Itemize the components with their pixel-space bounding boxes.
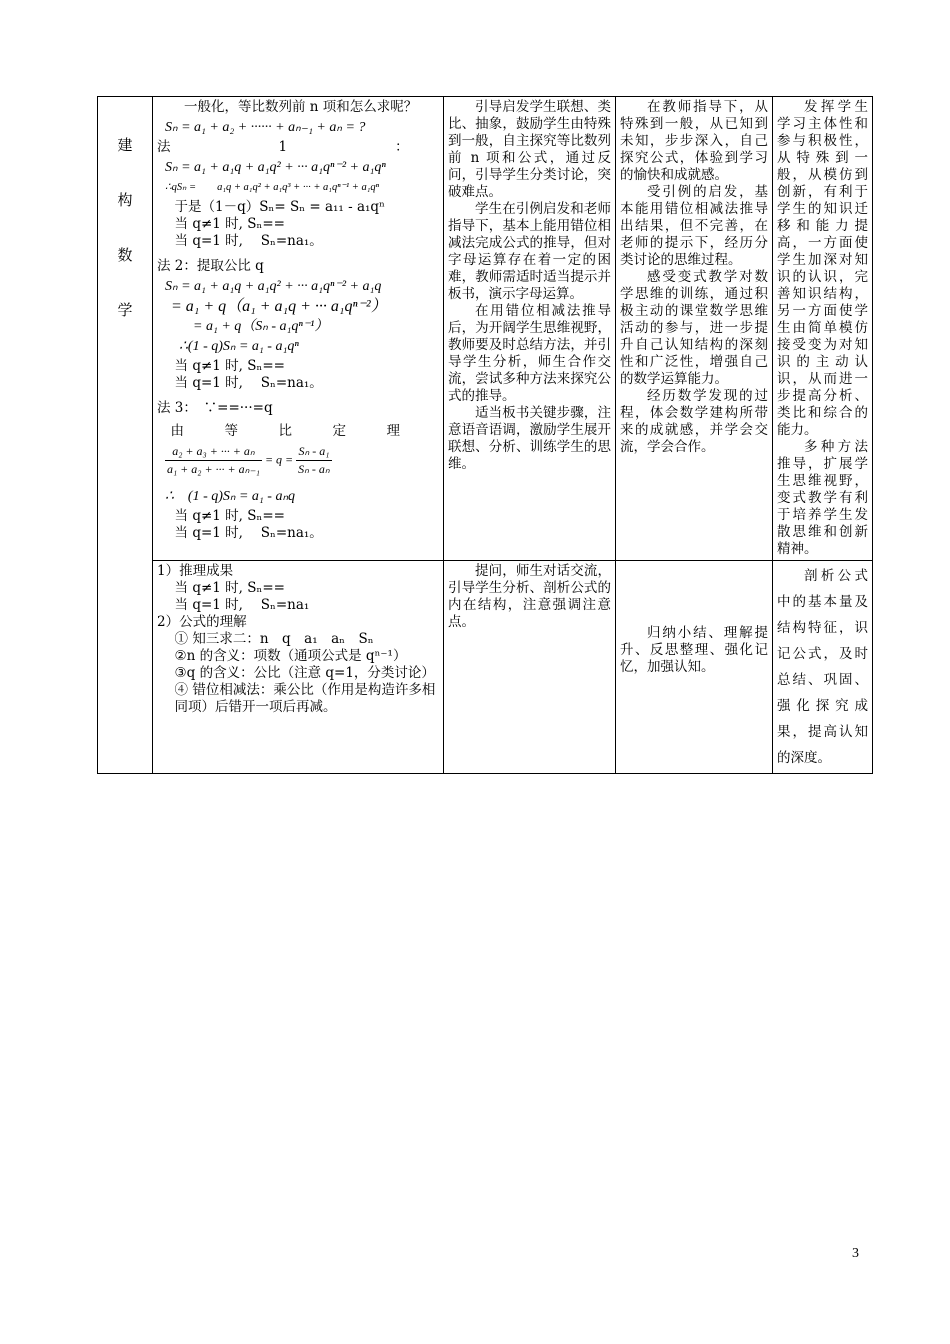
case-text: 当 q≠1 时, Sₙ== — [174, 508, 285, 524]
content-line: ②n 的含义：项数（通项公式是 qⁿ⁻¹） — [174, 648, 407, 664]
design-intent-cell — [773, 561, 873, 774]
formula: ∴(1 - q)Sₙ = a₁ - a₁qⁿ — [179, 339, 299, 354]
intent-paragraph: 多种方法推导，扩展学生思维视野，变式教学有利于培养学生发散思维和创新精神。 — [777, 439, 868, 557]
student-paragraph: 感受变式教学对数学思维的训练，通过积极主动的课堂数学思维活动的参与，进一步提升自己认知结构的深刻性和广泛性，增强自己的数学运算能力。 — [620, 269, 768, 387]
teacher-paragraph: 提问，师生对话交流，引导学生分析、剖析公式的内在结构，注意强调注意点。 — [448, 563, 611, 630]
stage-label — [102, 137, 148, 319]
case-text: 当 q≠1 时, Sₙ== — [174, 358, 285, 374]
method-label: 法 3： ∵==···=q — [157, 400, 273, 416]
student-paragraph: 归纳小结、理解提升、反思整理、强化记忆，加强认知。 — [620, 625, 768, 675]
intent-paragraph: 剖析公式中的基本量及结构特征，识记公式，及时总结、巩固、强化探究成果，提高认知的深度。 — [777, 568, 868, 766]
formula: Sₙ = a₁ + a₁q + a₁q² + ··· a₁qⁿ⁻² + a₁qⁿ — [165, 160, 386, 175]
stage-char: 学 — [117, 301, 133, 319]
teacher-activity-cell — [444, 561, 616, 774]
content-line: ③q 的含义：公比（注意 q=1，分类讨论） — [174, 665, 435, 681]
teacher-paragraph: 在用错位相减法推导后，为开阔学生思维视野，教师要及时总结方法，并引导学生分析，师生合作交流，尝试多种方法来探究公式的推导。 — [448, 303, 611, 404]
content-cell — [153, 561, 444, 774]
ratio-formula — [165, 443, 439, 478]
content-line: 1）推理成果 — [157, 563, 234, 579]
formula: Sₙ = a₁ + a₁q + a₁q² + ··· a₁qⁿ⁻² + a₁q — [165, 279, 382, 294]
case-text: 当 q=1 时, Sₙ=na₁。 — [174, 375, 323, 391]
method-label: 法 1 ： — [157, 139, 409, 155]
teacher-paragraph: 适当板书关键步骤，注意语音语调，激励学生展开联想、分析、训练学生的思维。 — [448, 405, 611, 472]
intent-paragraph: 发挥学生学习主体性和参与积极性，从特殊到一般，从模仿到创新，有利于学生的知识迁移和能力提高，一方面使学生加深对知识的认识，完善知识结构，另一方面使学生由简单模仿接受变为对知识的主动认识，从而进一步提高分析、类比和综合的能力。 — [777, 99, 868, 438]
intro-text: 一般化，等比数列前 n 项和怎么求呢？ — [184, 99, 418, 115]
content-line: 当 q=1 时, Sₙ=na₁ — [174, 597, 310, 613]
case-text: 当 q=1 时, Sₙ=na₁。 — [174, 525, 323, 541]
student-activity-cell — [616, 97, 773, 561]
fraction — [165, 443, 262, 478]
table-row — [98, 561, 873, 774]
teacher-paragraph: 引导启发学生联想、类比、抽象，鼓励学生由特殊到一般，自主探究等比数列前 n 项和公式，通过反问，引导学生分类讨论，突破难点。 — [448, 99, 611, 200]
fraction-numerator: a₂ + a₃ + ··· + aₙ — [165, 443, 262, 461]
case-text: 当 q≠1 时, Sₙ== — [174, 216, 285, 232]
content-cell — [153, 97, 444, 561]
equals-q: = q = — [264, 452, 294, 467]
content-line: 当 q≠1 时, Sₙ== — [174, 580, 285, 596]
method-result: 于是（1－q）Sₙ= Sₙ = a₁₁ - a₁qⁿ — [174, 199, 385, 215]
student-activity-cell — [616, 561, 773, 774]
design-intent-cell — [773, 97, 873, 561]
content-line: ① 知三求二：n q a₁ aₙ Sₙ — [174, 631, 374, 647]
content-line: ④ 错位相减法：乘公比（作用是构造许多相同项）后错开一项后再减。 — [174, 682, 436, 715]
teacher-paragraph: 学生在引例启发和老师指导下，基本上能用错位相减法完成公式的推导，但对字母运算存在着一定的困难，教师需适时适当提示并板书，演示字母运算。 — [448, 201, 611, 302]
formula: = a₁ + q（Sₙ - a₁qⁿ⁻¹） — [193, 319, 329, 334]
formula: = a₁ + q（a₁ + a₁q + ··· a₁qⁿ⁻²） — [171, 298, 387, 315]
formula: ∴ (1 - q)Sₙ = a₁ - aₙq — [165, 489, 296, 504]
lesson-plan-table — [97, 96, 873, 774]
teacher-activity-cell — [444, 97, 616, 561]
table-row — [98, 97, 873, 561]
stage-cell — [98, 97, 153, 774]
fraction — [296, 443, 332, 478]
formula: ∴qSₙ = a₁q + a₁q² + a₁q³ + ··· + a₁qⁿ⁻¹ + a₁qⁿ — [165, 182, 379, 193]
stage-char: 建 — [117, 136, 133, 154]
case-text: 当 q=1 时, Sₙ=na₁。 — [174, 233, 323, 249]
fraction-denominator: Sₙ - aₙ — [298, 462, 330, 476]
fraction-denominator: a₁ + a₂ + ··· + aₙ₋₁ — [167, 462, 260, 476]
fraction-numerator: Sₙ - a₁ — [296, 443, 332, 461]
student-paragraph: 受引例的启发，基本能用错位相减法推导出结果，但不完善，在老师的提示下，经历分类讨论的思维过程。 — [620, 184, 768, 268]
content-line: 2）公式的理解 — [157, 614, 247, 630]
student-paragraph: 经历数学发现的过程，体会数学建构所带来的成就感，并学会交流，学会合作。 — [620, 388, 768, 455]
stage-char: 构 — [117, 191, 133, 209]
theorem-text: 由 等 比 定 理 — [170, 423, 400, 439]
page-number: 3 — [852, 1246, 859, 1261]
stage-char: 数 — [117, 246, 133, 264]
student-paragraph: 在教师指导下，从特殊到一般，从已知到未知，步步深入，自己探究公式，体验到学习的愉快和成就感。 — [620, 99, 768, 183]
formula: Sₙ = a₁ + a₂ + ······ + aₙ₋₁ + aₙ = ? — [165, 120, 366, 135]
method-label: 法 2：提取公比 q — [157, 258, 264, 274]
